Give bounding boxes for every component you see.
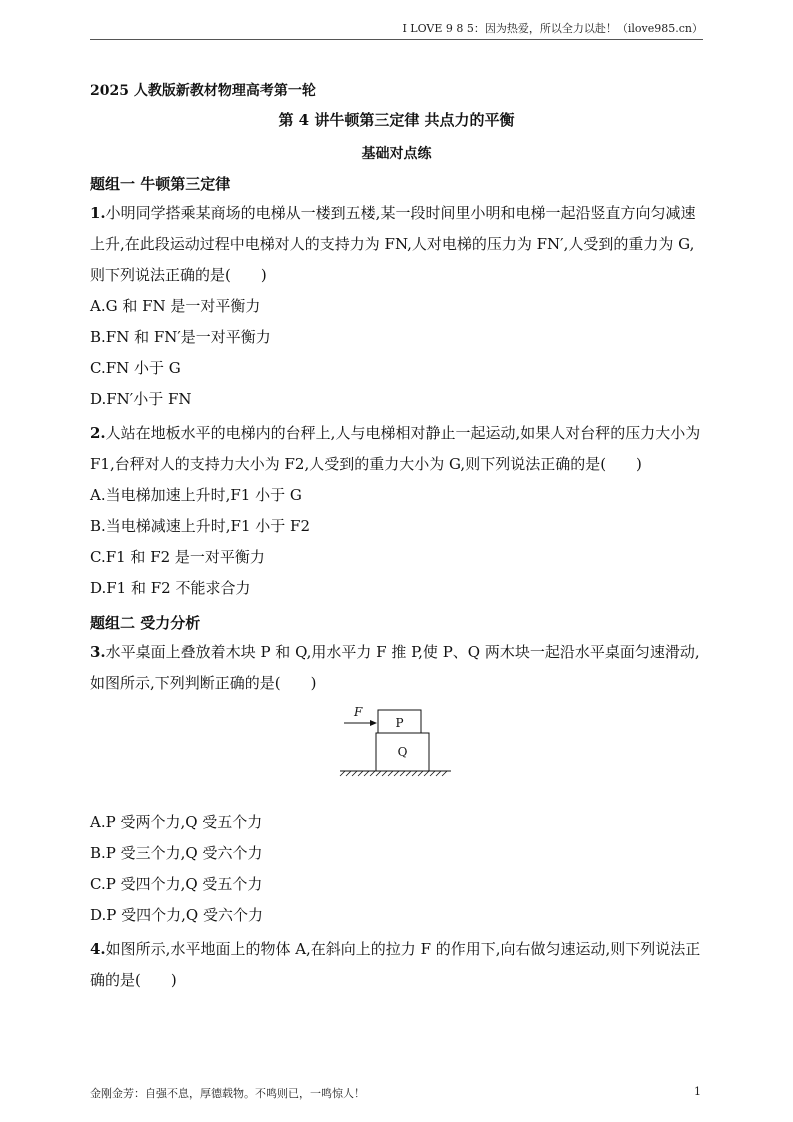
question-stem bbox=[90, 934, 703, 996]
header-divider bbox=[90, 39, 703, 40]
group-heading-1: 题组一 牛顿第三定律 bbox=[90, 175, 231, 193]
question-4 bbox=[90, 934, 703, 996]
question-text: 人站在地板水平的电梯内的台秤上,人与电梯相对静止一起运动,如果人对台秤的压力大小为 F1,台秤对人的支持力大小为 F2,人受到的重力大小为 G,则下列说法正确的是( ) bbox=[90, 424, 701, 473]
question-text: 水平桌面上叠放着木块 P 和 Q,用水平力 F 推 P,使 P、Q 两木块一起沿水平桌面匀速滑动,如图所示,下列判断正确的是( ) bbox=[90, 643, 700, 692]
page-content bbox=[90, 79, 703, 996]
series-title: 2025 人教版新教材物理高考第一轮 bbox=[90, 83, 316, 99]
option-a: A.G 和 FN 是一对平衡力 bbox=[90, 297, 261, 315]
question-stem bbox=[90, 637, 703, 699]
footer-motto: 金刚金芳：自强不息，厚德载物。不鸣则已，一鸣惊人！ bbox=[90, 1087, 365, 1100]
force-label: F bbox=[354, 705, 363, 719]
option-c: C.FN 小于 G bbox=[90, 359, 181, 377]
option-b: B.FN 和 FN′是一对平衡力 bbox=[90, 328, 271, 346]
question-1 bbox=[90, 198, 703, 415]
option-d: D.F1 和 F2 不能求合力 bbox=[90, 579, 251, 597]
option-c: C.F1 和 F2 是一对平衡力 bbox=[90, 548, 265, 566]
question-stem bbox=[90, 418, 703, 480]
option-a: A.当电梯加速上升时,F1 小于 G bbox=[90, 486, 302, 504]
section-title: 基础对点练 bbox=[361, 146, 432, 162]
header-slogan: I LOVE 9 8 5：因为热爱，所以全力以赴！（ilove985.cn） bbox=[402, 22, 703, 35]
block-p-label: P bbox=[395, 716, 404, 730]
page-number: 1 bbox=[694, 1085, 701, 1098]
table-hatching bbox=[340, 771, 447, 776]
question-number: 3. bbox=[90, 643, 106, 661]
question-number: 1. bbox=[90, 204, 106, 222]
question-text: 如图所示,水平地面上的物体 A,在斜向上的拉力 F 的作用下,向右做匀速运动,则下列说法正确的是( ) bbox=[90, 940, 701, 989]
lesson-title: 第 4 讲牛顿第三定律 共点力的平衡 bbox=[278, 111, 515, 129]
stacked-blocks-figure bbox=[90, 703, 703, 801]
option-d: D.P 受四个力,Q 受六个力 bbox=[90, 906, 263, 924]
question-text: 小明同学搭乘某商场的电梯从一楼到五楼,某一段时间里小明和电梯一起沿竖直方向匀减速上升,在此段运动过程中电梯对人的支持力为 FN,人对电梯的压力为 FN′,人受到的重力为 G,则下列说法正确的是( ) bbox=[90, 204, 696, 284]
block-q-label: Q bbox=[397, 745, 408, 759]
question-2 bbox=[90, 418, 703, 604]
question-3 bbox=[90, 637, 703, 931]
question-number: 2. bbox=[90, 424, 106, 442]
option-b: B.P 受三个力,Q 受六个力 bbox=[90, 844, 263, 862]
option-a: A.P 受两个力,Q 受五个力 bbox=[90, 813, 263, 831]
group-heading-2: 题组二 受力分析 bbox=[90, 614, 201, 632]
question-stem bbox=[90, 198, 703, 291]
force-arrow bbox=[344, 720, 377, 726]
option-c: C.P 受四个力,Q 受五个力 bbox=[90, 875, 263, 893]
option-b: B.当电梯减速上升时,F1 小于 F2 bbox=[90, 517, 310, 535]
option-d: D.FN′小于 FN bbox=[90, 390, 192, 408]
question-number: 4. bbox=[90, 940, 106, 958]
